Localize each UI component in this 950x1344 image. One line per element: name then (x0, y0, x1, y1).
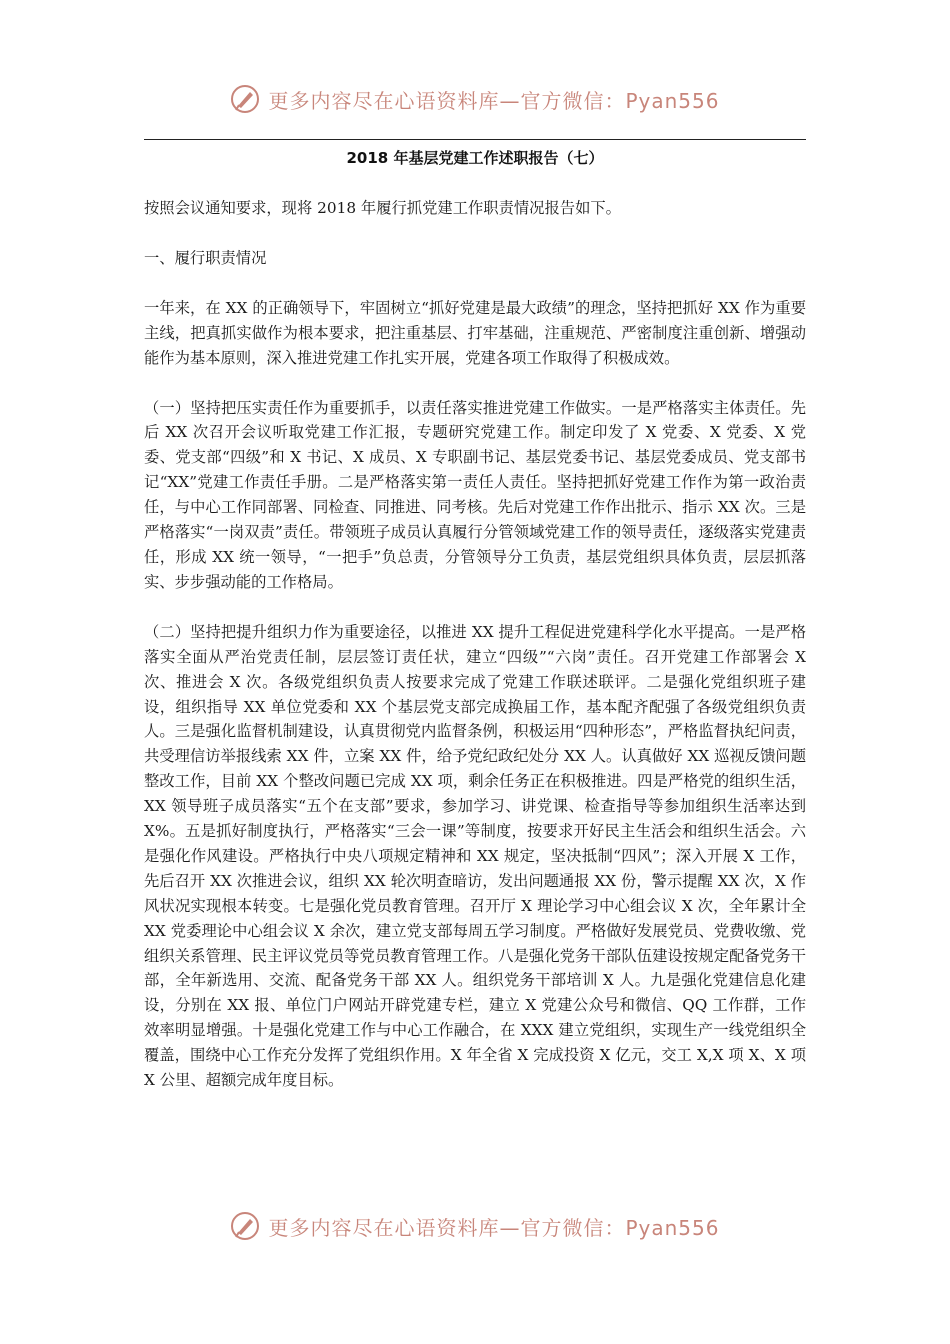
watermark-text: 更多内容尽在心语资料库—官方微信：Pyan556 (268, 1215, 720, 1240)
summary-paragraph: 一年来，在 XX 的正确领导下，牢固树立“抓好党建是最大政绩”的理念，坚持把抓好 XX 作为重要主线，把真抓实做作为根本要求，把注重基层、打牢基础，注重规范、严密制度注重创新、增强动能作为基本原则，深入推进党建工作扎实开展，党建各项工作取得了积极成效。 (144, 298, 806, 367)
document-body (144, 196, 806, 1093)
watermark-header (0, 84, 950, 114)
watermark-footer (0, 1211, 950, 1241)
intro-paragraph: 按照会议通知要求，现将 2018 年履行抓党建工作职责情况报告如下。 (144, 199, 621, 217)
document-title: 2018 年基层党建工作述职报告（七） (346, 149, 604, 167)
quill-logo-icon (230, 1211, 260, 1241)
quill-logo-icon (230, 84, 260, 114)
watermark-text: 更多内容尽在心语资料库—官方微信：Pyan556 (268, 88, 720, 113)
header-divider (144, 139, 806, 140)
section-heading: 一、履行职责情况 (144, 248, 267, 267)
section-two-paragraph: （二）坚持把提升组织力作为重要途径，以推进 XX 提升工程促进党建科学化水平提高。一是严格落实全面从严治党责任制，层层签订责任状，建立“四级”“六岗”责任。召开党建工作部署会 X 次、推进会 X 次。各级党组织负责人按要求完成了党建工作联述联评。二是强化党组织班子建设，组织指导 XX 单位党委和 XX 个基层党支部完成换届工作，基本配齐配强了各级党组织负责人。三是强化监督机制建设，认真贯彻党内监督条例，积极运用“四种形态”，严格监督执纪问责，共受理信访举报线索 XX 件，立案 XX 件，给予党纪政纪处分 XX 人。认真做好 XX 巡视反馈问题整改工作，目前 XX 个整改问题已完成 XX 项，剩余任务正在积极推进。四是严格党的组织生活，XX 领导班子成员落实“五个在支部”要求，参加学习、讲党课、检查指导等参加组织生活率达到 X%。五是抓好制度执行，严格落实“三会一课”等制度，按要求开好民主生活会和组织生活会。六是强化作风建设。严格执行中央八项规定精神和 XX 规定，坚决抵制“四风”；深入开展 X 工作，先后召开 XX 次推进会议，组织 XX 轮次明查暗访，发出问题通报 XX 份，警示提醒 XX 次，X 作风状况实现根本转变。七是强化党员教育管理。召开厅 X 理论学习中心组会议 X 次，全年累计全 XX 党委理论中心组会议 X 余次，建立党支部每周五学习制度。严格做好发展党员、党费收缴、党组织关系管理、民主评议党员等党员教育管理工作。八是强化党务干部队伍建设按规定配备党务干部，全年新选用、交流、配备党务干部 XX 人。组织党务干部培训 X 人。九是强化党建信息化建设，分别在 XX 报、单位门户网站开辟党建专栏，建立 X 党建公众号和微信、QQ 工作群，工作效率明显增强。十是强化党建工作与中心工作融合，在 XXX 建立党组织，实现生产一线党组织全覆盖，围绕中心工作充分发挥了党组织作用。X 年全省 X 完成投资 X 亿元，交工 X,X 项 X、X 项 X 公里、超额完成年度目标。 (144, 622, 806, 1090)
section-one-paragraph: （一）坚持把压实责任作为重要抓手，以责任落实推进党建工作做实。一是严格落实主体责任。先后 XX 次召开会议听取党建工作汇报，专题研究党建工作。制定印发了 X 党委、X 党委、X 党委、党支部“四级”和 X 书记、X 成员、X 专职副书记、基层党委书记、基层党委成员、党支部书记“XX”党建工作责任手册。二是严格落实第一责任人责任。坚持把抓好党建工作作为第一政治责任，与中心工作同部署、同检查、同推进、同考核。先后对党建工作作出批示、指示 XX 次。三是严格落实“一岗双责”责任。带领班子成员认真履行分管领域党建工作的领导责任，逐级落实党建责任，形成 XX 统一领导，“一把手”负总责，分管领导分工负责，基层党组织具体负责，层层抓落实、步步强动能的工作格局。 (144, 398, 806, 591)
